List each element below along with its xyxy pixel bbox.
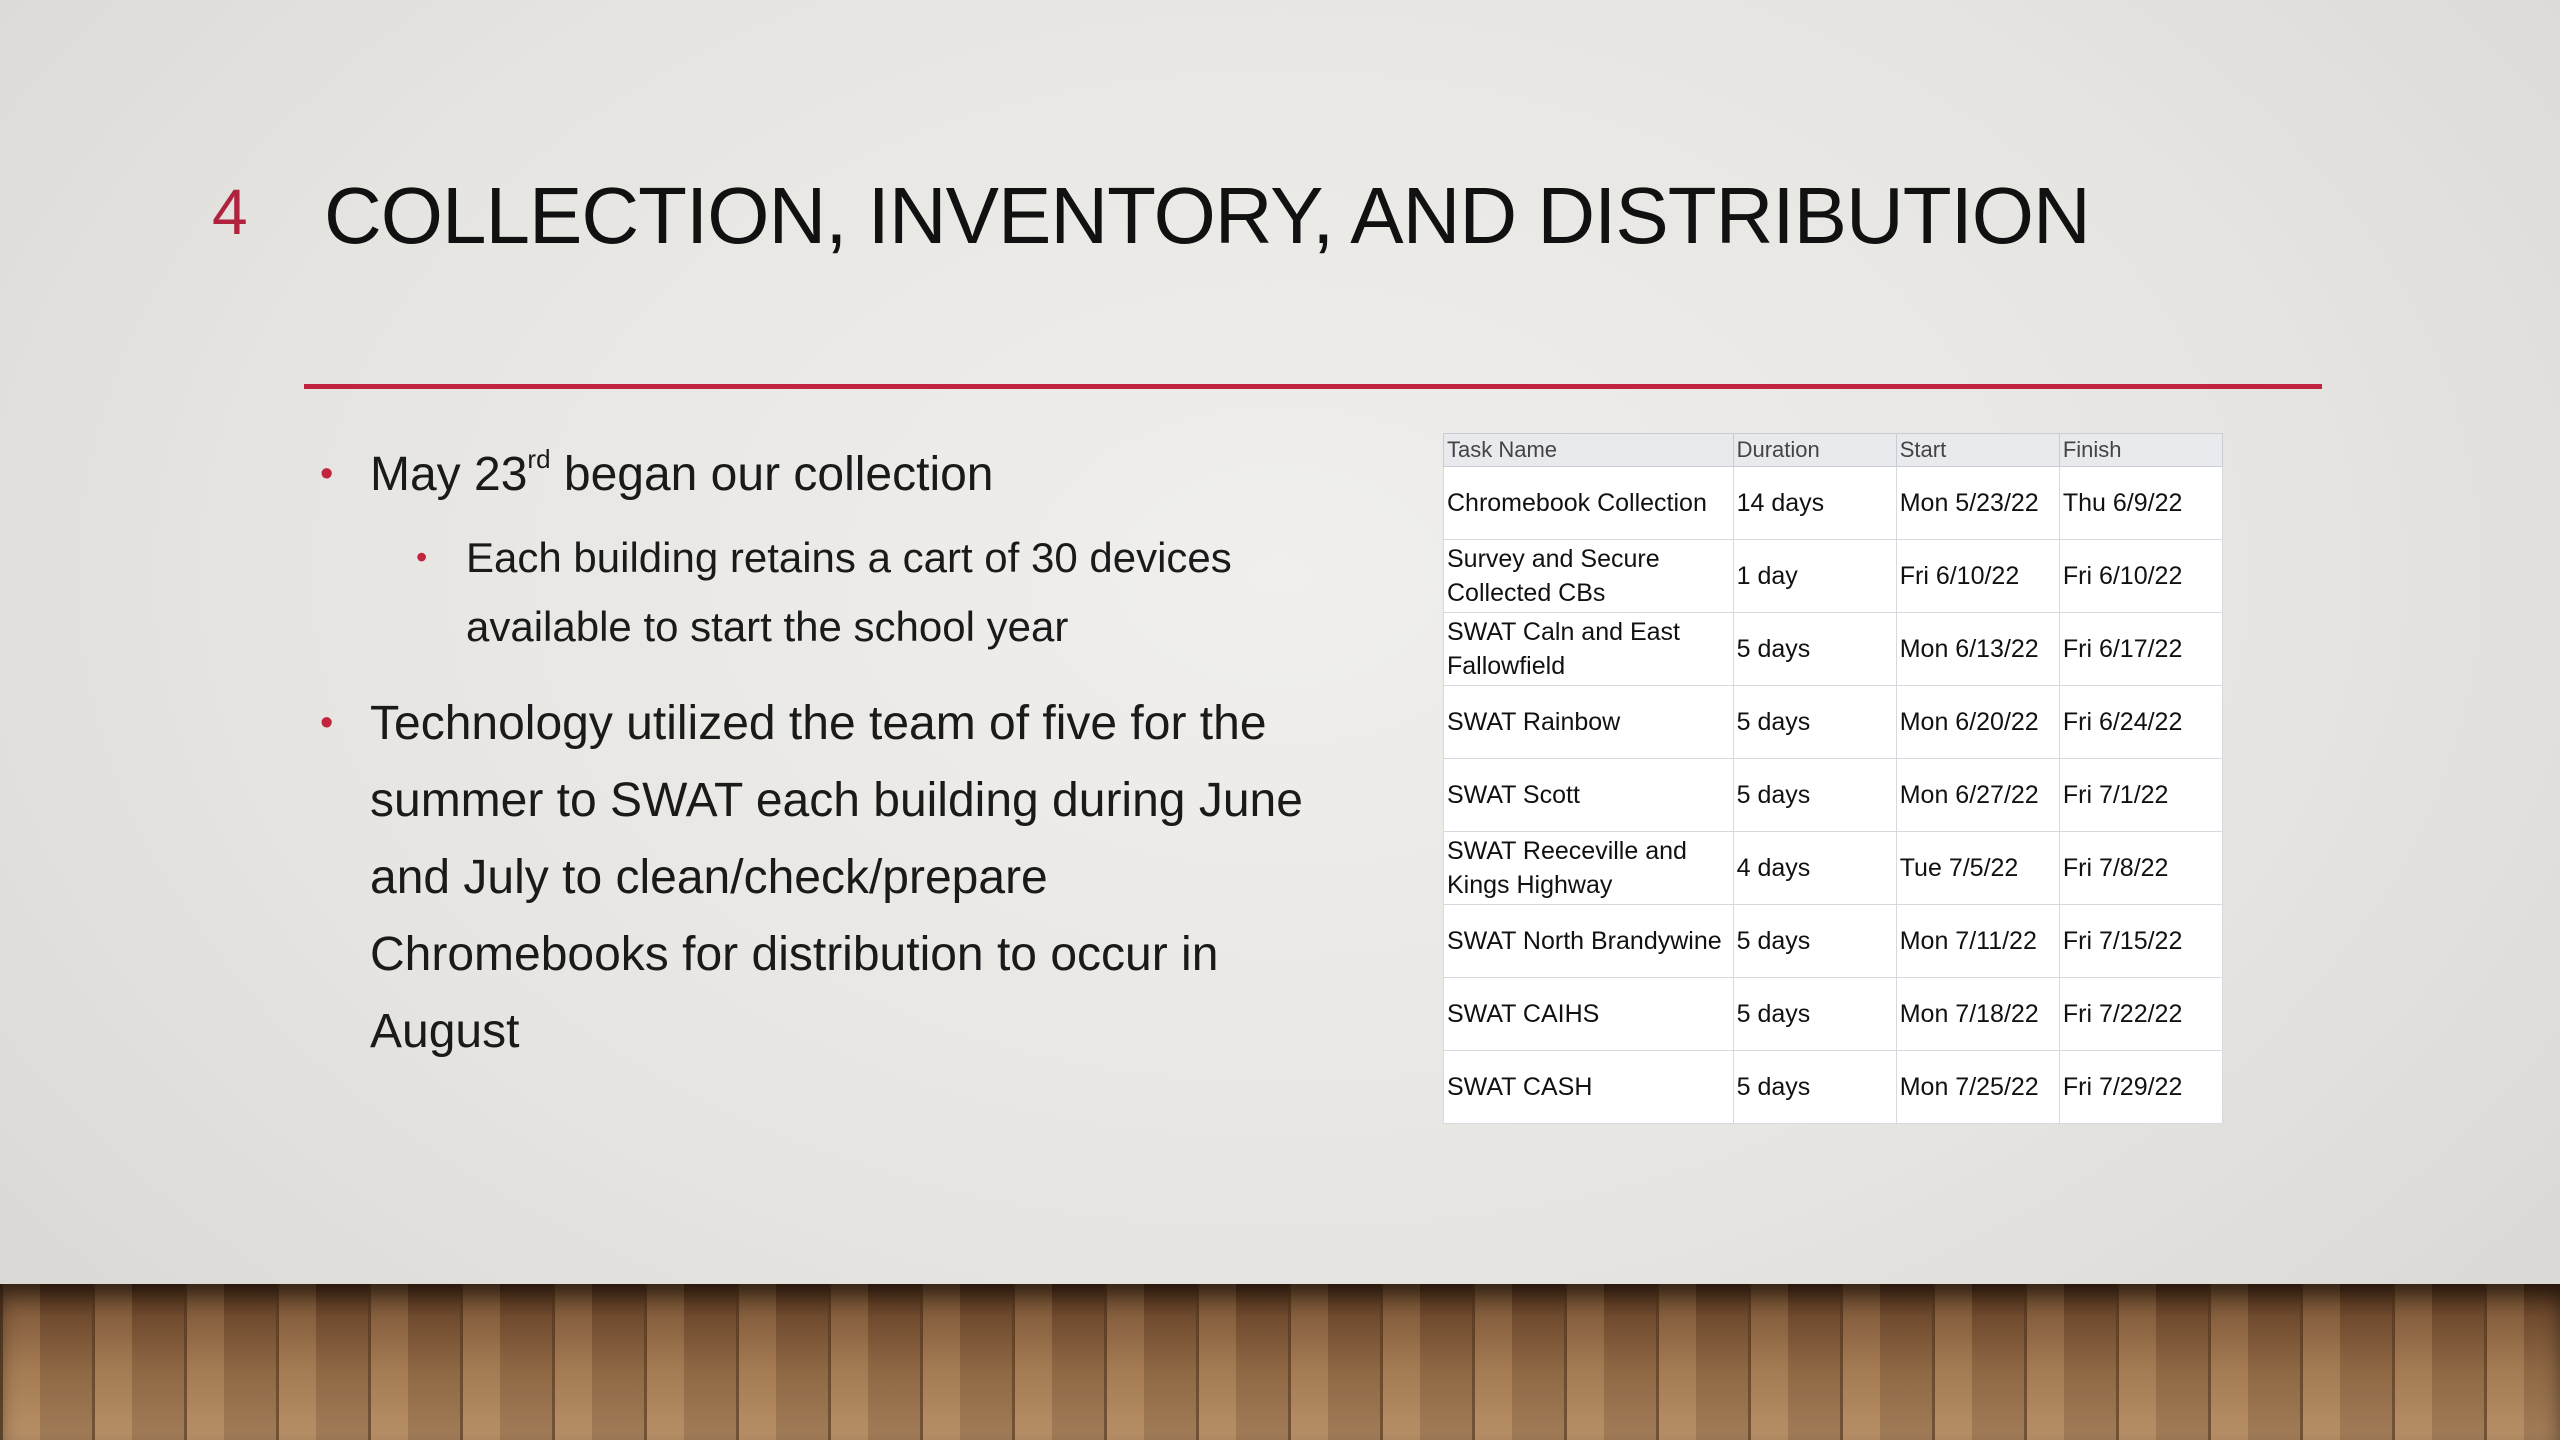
cell-task: Survey and Secure Collected CBs (1444, 540, 1734, 613)
cell-duration: 14 days (1733, 467, 1896, 540)
header-finish: Finish (2059, 434, 2222, 467)
cell-finish: Fri 6/10/22 (2059, 540, 2222, 613)
table-row (1444, 1051, 2223, 1124)
cell-finish: Fri 7/1/22 (2059, 759, 2222, 832)
slide-title: COLLECTION, INVENTORY, AND DISTRIBUTION (324, 171, 2090, 260)
table-row (1444, 759, 2223, 832)
table-header-row (1444, 434, 2223, 467)
cell-duration: 5 days (1733, 905, 1896, 978)
cell-finish: Fri 7/29/22 (2059, 1051, 2222, 1124)
table-row (1444, 686, 2223, 759)
slide-number: 4 (212, 176, 248, 248)
cell-task: Chromebook Collection (1444, 467, 1734, 540)
header-start: Start (1896, 434, 2059, 467)
schedule-table (1443, 433, 2223, 1124)
cell-task: SWAT North Brandywine (1444, 905, 1734, 978)
bullet-collection (320, 436, 1320, 513)
bullet-text: May 23 (370, 448, 528, 501)
bullet-list (320, 436, 1320, 1080)
title-divider (304, 384, 2322, 389)
bullet-dot-icon: • (320, 702, 334, 744)
cell-finish: Fri 7/22/22 (2059, 978, 2222, 1051)
cell-duration: 5 days (1733, 1051, 1896, 1124)
wood-floor (0, 1284, 2560, 1440)
cell-duration: 4 days (1733, 832, 1896, 905)
bullet-swat (320, 685, 1320, 1070)
bullet-text: began our collection (550, 448, 994, 501)
cell-finish: Thu 6/9/22 (2059, 467, 2222, 540)
cell-duration: 5 days (1733, 613, 1896, 686)
header-duration: Duration (1733, 434, 1896, 467)
cell-start: Mon 7/11/22 (1896, 905, 2059, 978)
cell-task: SWAT Reeceville and Kings Highway (1444, 832, 1734, 905)
bullet-text: Technology utilized the team of five for the summer to SWAT each building during June and July to clean/check/prepare Chromebooks for distribution to occur in August (370, 697, 1303, 1058)
cell-task: SWAT CAIHS (1444, 978, 1734, 1051)
cell-duration: 5 days (1733, 686, 1896, 759)
cell-task: SWAT Scott (1444, 759, 1734, 832)
table-row (1444, 978, 2223, 1051)
table-row (1444, 613, 2223, 686)
cell-start: Mon 6/20/22 (1896, 686, 2059, 759)
cell-duration: 5 days (1733, 978, 1896, 1051)
cell-start: Mon 7/25/22 (1896, 1051, 2059, 1124)
cell-finish: Fri 6/17/22 (2059, 613, 2222, 686)
cell-task: SWAT Caln and East Fallowfield (1444, 613, 1734, 686)
bullet-dot-icon: • (320, 453, 334, 495)
sub-bullet-text: Each building retains a cart of 30 devices available to start the school year (466, 534, 1232, 650)
cell-start: Fri 6/10/22 (1896, 540, 2059, 613)
bullet-superscript: rd (527, 444, 551, 474)
table-row (1444, 467, 2223, 540)
cell-task: SWAT Rainbow (1444, 686, 1734, 759)
cell-duration: 1 day (1733, 540, 1896, 613)
cell-start: Mon 6/13/22 (1896, 613, 2059, 686)
cell-duration: 5 days (1733, 759, 1896, 832)
sub-bullet-cart (416, 523, 1320, 661)
cell-start: Tue 7/5/22 (1896, 832, 2059, 905)
cell-task: SWAT CASH (1444, 1051, 1734, 1124)
cell-start: Mon 7/18/22 (1896, 978, 2059, 1051)
cell-finish: Fri 7/8/22 (2059, 832, 2222, 905)
bullet-dot-icon: • (416, 539, 428, 575)
cell-finish: Fri 6/24/22 (2059, 686, 2222, 759)
cell-start: Mon 5/23/22 (1896, 467, 2059, 540)
header-task-name: Task Name (1444, 434, 1734, 467)
table-row (1444, 832, 2223, 905)
table-row (1444, 540, 2223, 613)
cell-start: Mon 6/27/22 (1896, 759, 2059, 832)
cell-finish: Fri 7/15/22 (2059, 905, 2222, 978)
table-row (1444, 905, 2223, 978)
